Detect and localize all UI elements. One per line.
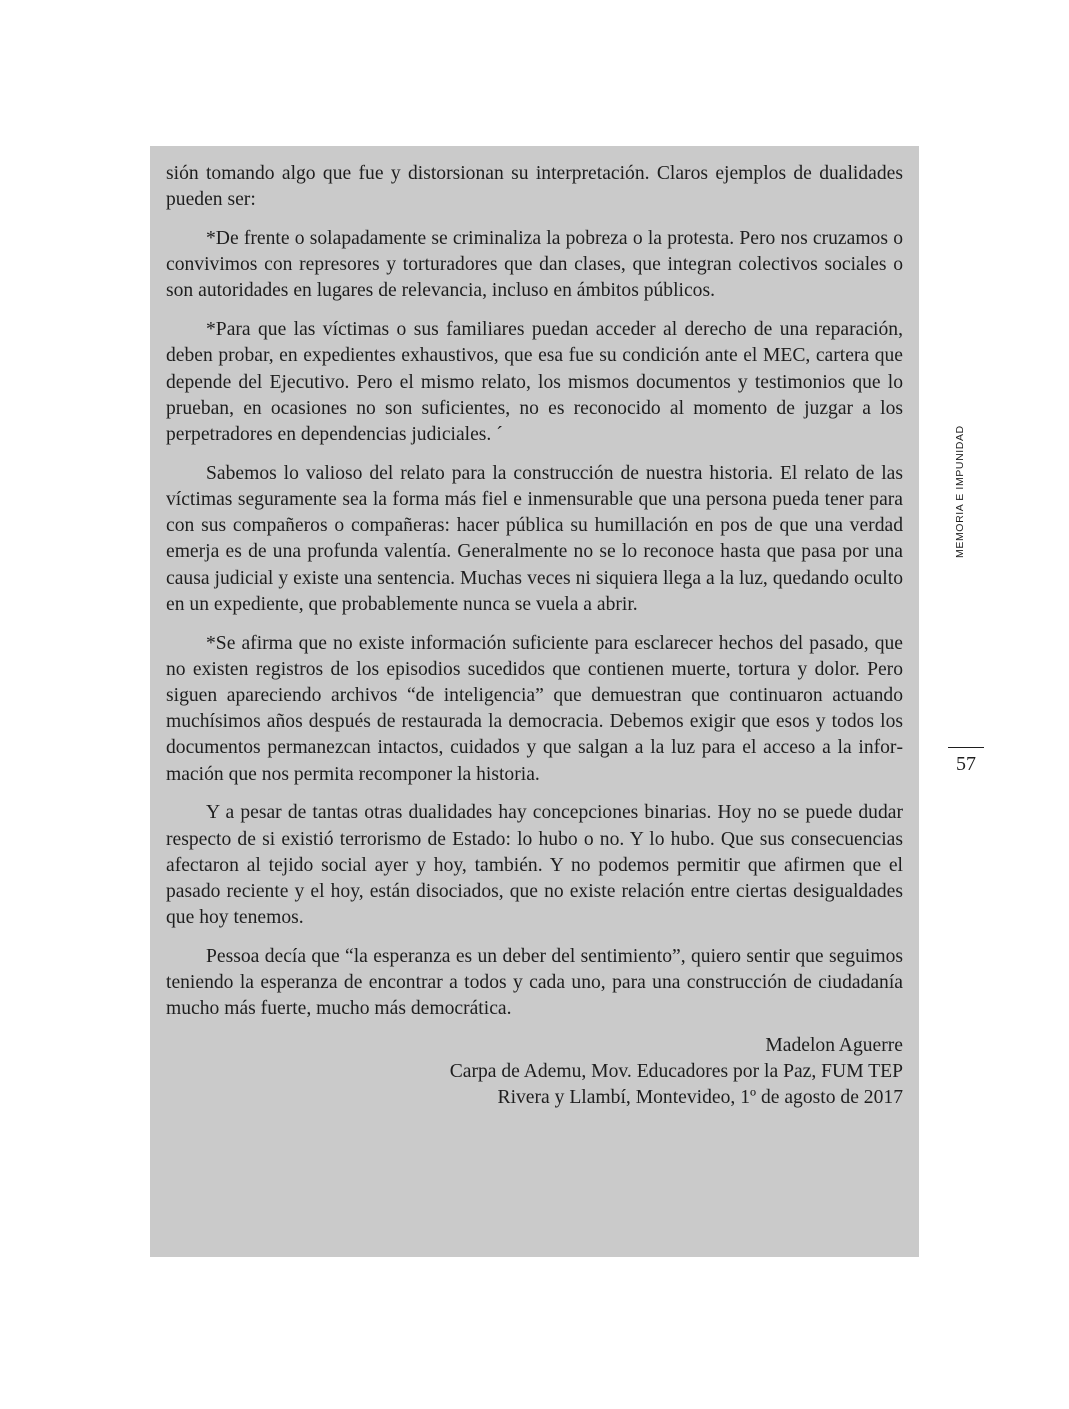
signature-block <box>166 1033 903 1112</box>
paragraph-1: sión tomando algo que fue y distorsionan su interpretación. Claros ejemplos de dualidades pueden ser: <box>166 163 903 211</box>
signature-place-date: Rivera y Llambí, Montevideo, 1º de agosto de 2017 <box>497 1087 903 1109</box>
paragraph-7: Pessoa decía que “la esperanza es un deber del sentimiento”, quiero sentir que seguimos teniendo la esperanza de encontrar a todos y cada uno, para una construcción de ciudadanía mucho más fuerte, mucho más democrática. <box>166 946 903 1020</box>
running-head: MEMORIA E IMPUNIDAD <box>954 425 966 559</box>
page-number: 57 <box>956 753 976 775</box>
paragraph-4: Sabemos lo valioso del relato para la construcción de nuestra historia. El relato de las víctimas seguramente sea la forma más fiel e inmensurable que una persona pueda tener para con sus compañeros o compañeras: hacer pública su humillación en pos de que una verdad emerja es de una profunda valentía. Generalmente no se lo reconoce hasta que pasa por una causa judicial y existe una sentencia. Muchas veces ni siquiera llega a la luz, quedando oculto en un expediente, que probablemente nunca se vuela a abrir. <box>166 462 903 615</box>
signature-name: Madelon Aguerre <box>765 1035 903 1056</box>
signature-affiliation: Carpa de Ademu, Mov. Educadores por la Paz, FUM TEP <box>449 1061 903 1083</box>
paragraph-2: *De frente o solapadamente se criminaliza la pobreza o la protesta. Pero nos cruzamos o convivimos con represores y torturadores que dan clases, que integran colectivos sociales o son autoridades en lugares de relevancia, incluso en ámbitos públicos. <box>166 228 903 302</box>
page-number-rule <box>948 747 984 748</box>
paragraph-6: Y a pesar de tantas otras dualidades hay concepciones binarias. Hoy no se puede dudar respecto de si existió terrorismo de Estado: lo hubo o no. Y lo hubo. Que sus consecuencias afectaron al tejido social ayer y hoy, también. Y no podemos permitir que afirmen que el pasado reciente y el hoy, están disociados, que no existe relación entre ciertas desigualdades que hoy tenemos. <box>166 802 903 929</box>
paragraph-5: *Se afirma que no existe información suficiente para esclarecer hechos del pasado, que no existen registros de los episodios sucedidos que contienen muerte, tortura y dolor. Pero siguen apareciendo archivos “de inteligencia” que demuestran que continuaron actuando muchísimos años después de restaurada la democracia. Debemos exigir que esos y todos los documentos permanezcan intactos, cuidados y que salgan a la luz para el acceso a la información que nos permita recomponer la historia. <box>166 632 903 785</box>
paragraph-3: *Para que las víctimas o sus familiares puedan acceder al derecho de una reparación, deben probar, en expedientes exhaustivos, que esa fue su condición ante el MEC, cartera que depende del Ejecutivo. Pero el mismo relato, los mismos documentos y testimonios que lo prueban, en ocasiones no son suficientes, no es reconocido al momento de juzgar a los perpetradores en dependencias judiciales. ´ <box>166 319 903 446</box>
body-text <box>166 161 903 1035</box>
